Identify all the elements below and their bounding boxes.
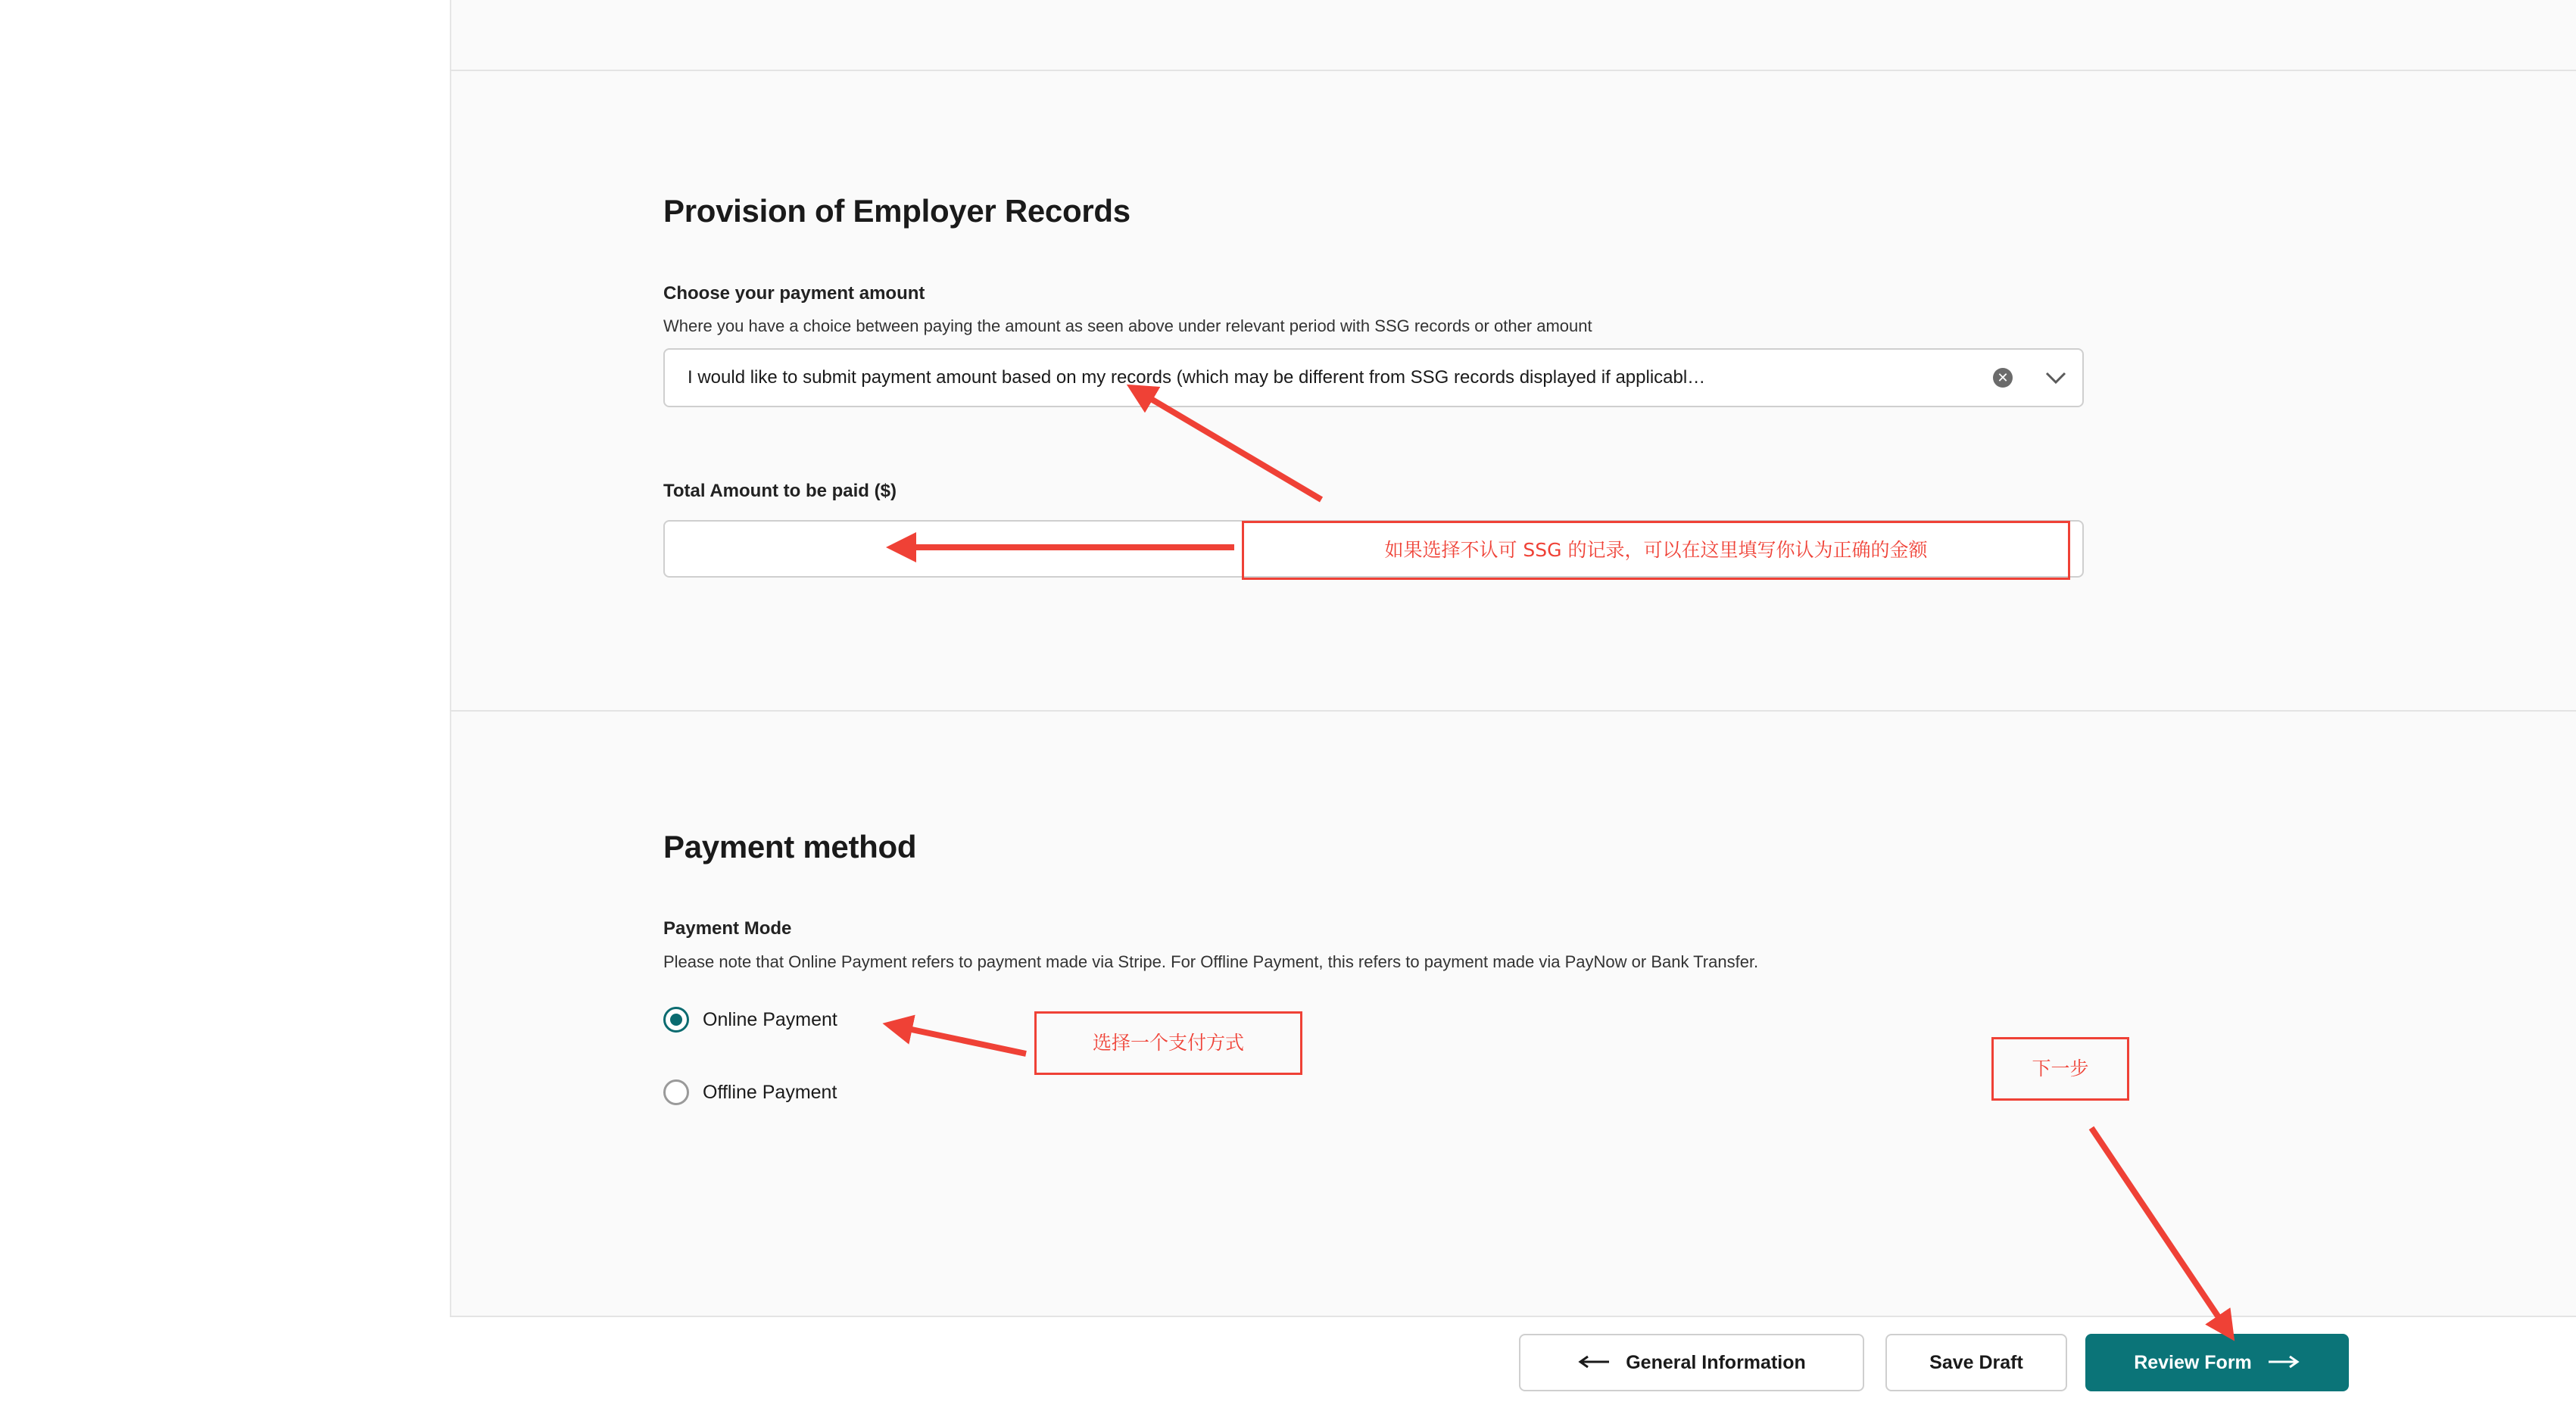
- annotation-payment-note: 选择一个支付方式: [1034, 1011, 1302, 1075]
- radio-label-offline: Offline Payment: [703, 1081, 837, 1103]
- radio-option-offline-payment[interactable]: [663, 1079, 837, 1105]
- section-title-employer-records: Provision of Employer Records: [663, 193, 1131, 229]
- total-amount-label: Total Amount to be paid ($): [663, 481, 897, 501]
- payment-amount-select[interactable]: [663, 348, 2084, 407]
- radio-option-online-payment[interactable]: [663, 1007, 837, 1033]
- payment-mode-help: Please note that Online Payment refers to payment made via Stripe. For Offline Payment, this refers to payment made via PayNow or Bank Transfer.: [663, 952, 1759, 971]
- radio-icon-offline[interactable]: [663, 1079, 689, 1105]
- payment-amount-help: Where you have a choice between paying the amount as seen above under relevant period with SSG records or other amount: [663, 316, 1592, 335]
- general-information-button[interactable]: [1519, 1334, 1864, 1391]
- review-form-button[interactable]: [2085, 1334, 2349, 1391]
- general-information-label: General Information: [1626, 1351, 1806, 1373]
- save-draft-label: Save Draft: [1929, 1351, 2023, 1373]
- clear-selection-icon[interactable]: ✕: [1993, 368, 2013, 388]
- radio-label-online: Online Payment: [703, 1008, 837, 1030]
- review-form-label: Review Form: [2134, 1351, 2252, 1373]
- arrow-left-icon: [1577, 1352, 1611, 1374]
- left-gutter: [0, 0, 450, 1408]
- section-title-payment-method: Payment method: [663, 829, 917, 864]
- payment-amount-label: Choose your payment amount: [663, 283, 925, 304]
- section-divider-top: [450, 70, 2576, 71]
- annotation-next-step-note: 下一步: [1991, 1037, 2129, 1101]
- arrow-right-icon: [2267, 1352, 2300, 1374]
- chevron-down-icon[interactable]: [2029, 371, 2082, 385]
- section-divider-mid: [450, 710, 2576, 712]
- radio-icon-online[interactable]: [663, 1007, 689, 1033]
- form-footer: [450, 1317, 2576, 1408]
- payment-amount-selected-value: I would like to submit payment amount based on my records (which may be different from SSG records displayed if applicabl…: [688, 367, 1706, 388]
- annotation-amount-note: 如果选择不认可 SSG 的记录，可以在这里填写你认为正确的金额: [1242, 521, 2070, 580]
- payment-mode-label: Payment Mode: [663, 918, 792, 939]
- save-draft-button[interactable]: [1885, 1334, 2067, 1391]
